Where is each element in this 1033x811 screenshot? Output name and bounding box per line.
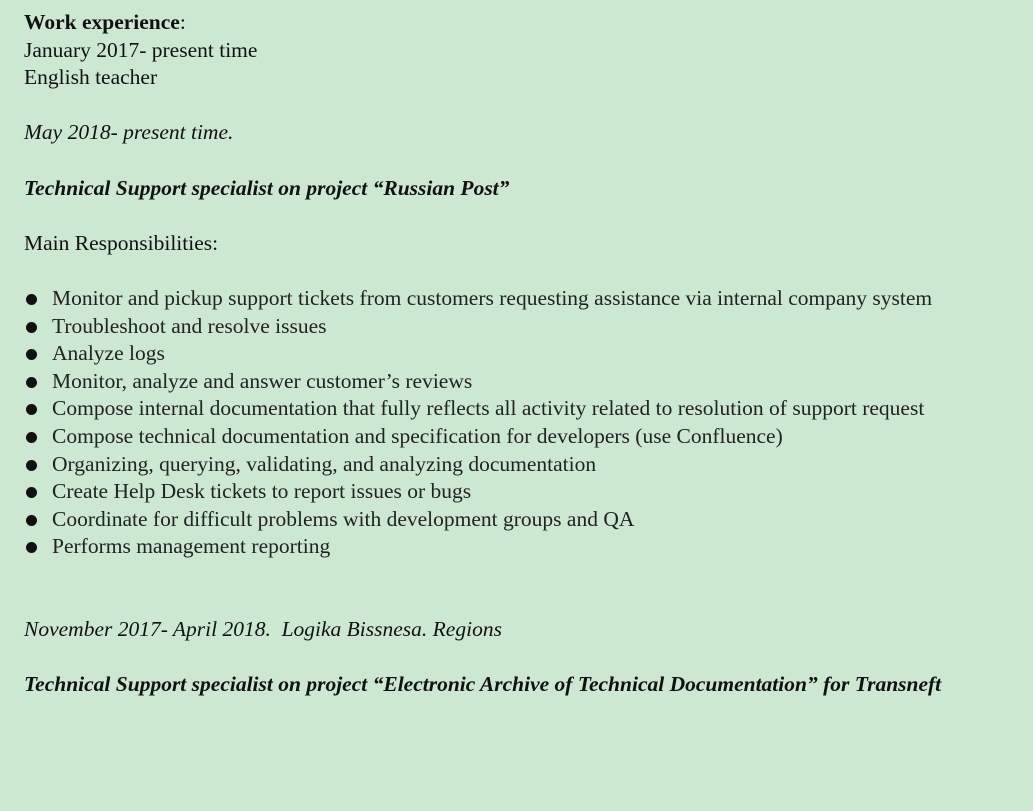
list-item-text: Troubleshoot and resolve issues: [52, 313, 327, 338]
bullet-icon: [26, 294, 37, 305]
bullet-icon: [26, 460, 37, 471]
list-item-text: Organizing, querying, validating, and analyzing documentation: [52, 451, 597, 476]
list-item-text: Monitor, analyze and answer customer’s reviews: [52, 368, 473, 393]
list-item: [24, 533, 964, 561]
job1-period: May 2018- present time.: [24, 120, 234, 145]
spacer: [24, 561, 1033, 589]
spacer: [24, 92, 1033, 120]
list-item-text: Monitor and pickup support tickets from customers requesting assistance via internal company system: [52, 285, 933, 310]
list-item: [24, 340, 964, 368]
list-item: [24, 478, 964, 506]
list-item-text: Create Help Desk tickets to report issues or bugs: [52, 479, 472, 504]
list-item: [24, 368, 964, 396]
teacher-role: English teacher: [24, 65, 158, 90]
list-item: [24, 451, 964, 479]
list-item-text: Analyze logs: [52, 341, 165, 366]
list-item-text: Compose technical documentation and specification for developers (use Confluence): [52, 423, 783, 448]
spacer: [24, 257, 1033, 285]
work-experience-heading: [24, 9, 1033, 37]
bullet-icon: [26, 377, 37, 388]
bullet-icon: [26, 515, 37, 526]
list-item: [24, 285, 964, 313]
list-item: [24, 423, 964, 451]
bullet-icon: [26, 349, 37, 360]
spacer: [24, 147, 1033, 175]
list-item-text: Performs management reporting: [52, 534, 331, 559]
list-item: [24, 313, 964, 341]
work-experience-colon: :: [179, 10, 186, 34]
bullet-icon: [26, 542, 37, 553]
job1-title: Technical Support specialist on project “Russian Post”: [24, 175, 510, 200]
list-item: [24, 506, 964, 534]
spacer: [24, 202, 1033, 230]
work-experience-label: Work experience: [24, 10, 180, 34]
bullet-icon: [26, 487, 37, 498]
job2-title: Technical Support specialist on project “Electronic Archive of Technical Documentation” for Transneft: [24, 672, 942, 697]
teacher-period: January 2017- present time: [24, 37, 258, 62]
responsibilities-list: [24, 285, 1033, 561]
list-item-text: Coordinate for difficult problems with development groups and QA: [52, 506, 635, 531]
job2-period: November 2017- April 2018. Logika Bissnesa. Regions: [24, 617, 502, 642]
bullet-icon: [26, 404, 37, 415]
bullet-icon: [26, 432, 37, 443]
spacer: [24, 588, 1033, 616]
list-item-text: Compose internal documentation that fully reflects all activity related to resolution of support request: [52, 396, 925, 421]
responsibilities-label: Main Responsibilities:: [24, 230, 219, 255]
bullet-icon: [26, 322, 37, 333]
spacer: [24, 644, 1033, 672]
list-item: [24, 395, 964, 423]
